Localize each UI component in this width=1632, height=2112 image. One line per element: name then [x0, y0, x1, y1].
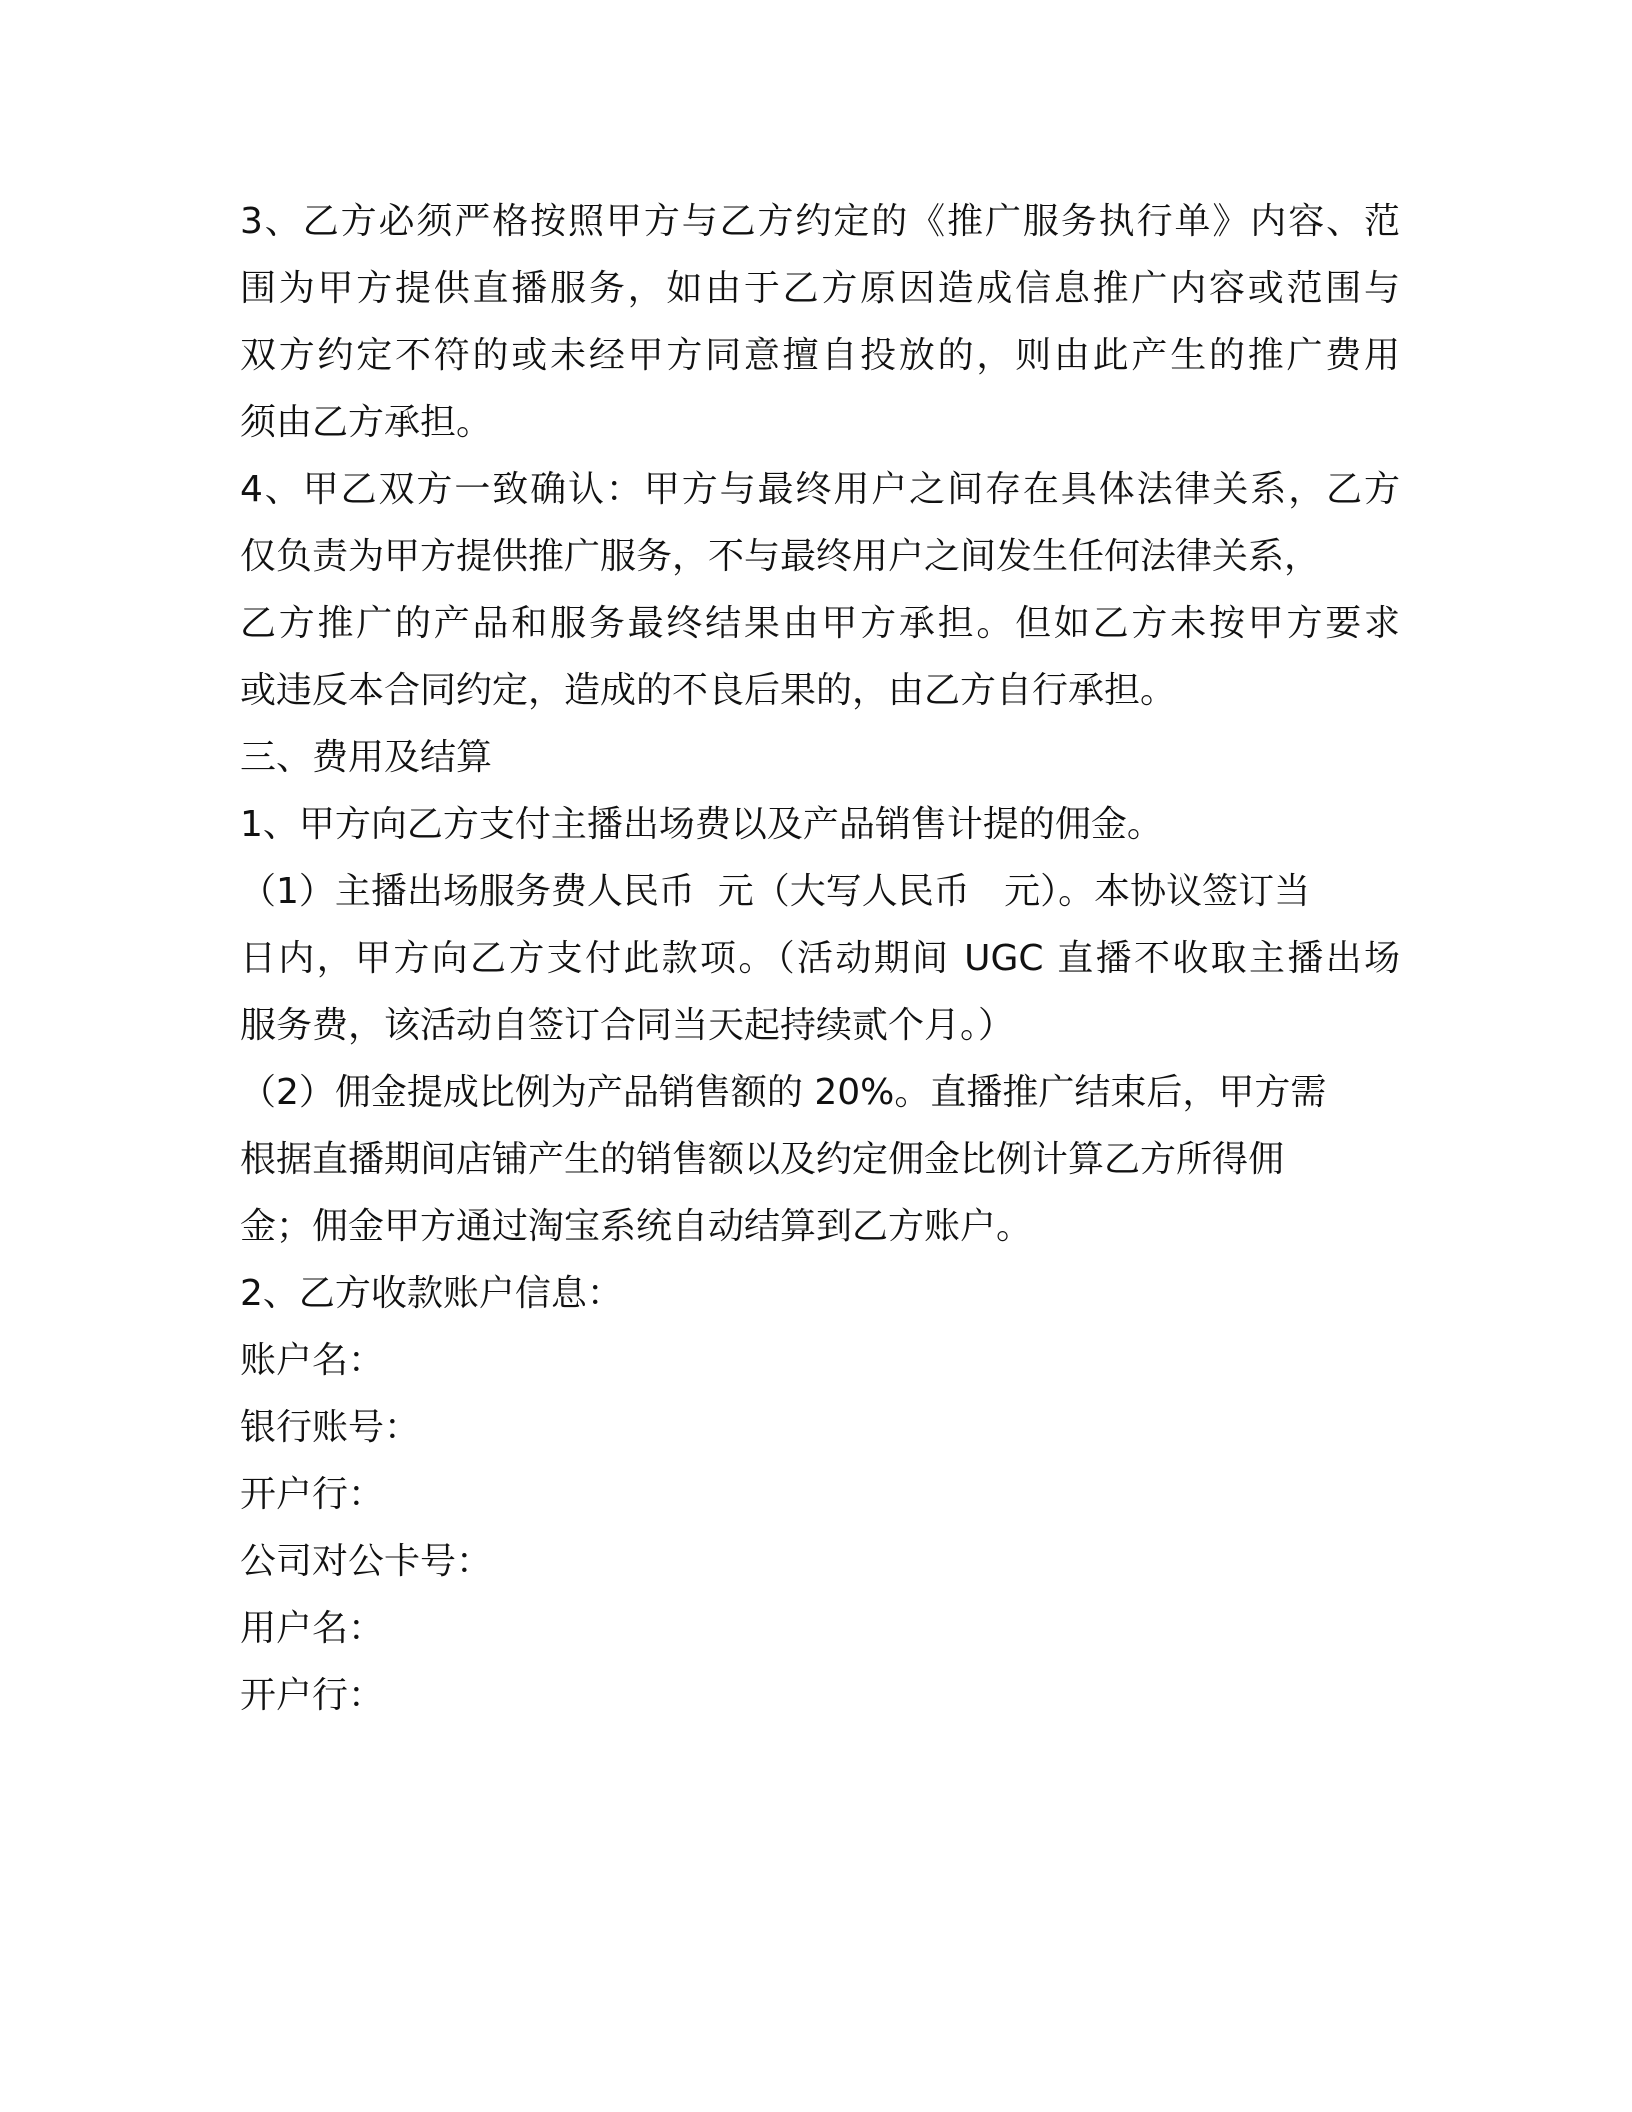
paragraph-line: 1、甲方向乙方支付主播出场费以及产品销售计提的佣金。: [240, 804, 1163, 845]
corporate-card-label: 公司对公卡号：: [240, 1541, 493, 1582]
bank-account-label: 银行账号：: [240, 1407, 421, 1448]
document-body: [240, 188, 1400, 1729]
paragraph-line: （2）佣金提成比例为产品销售额的 20%。直播推广结束后，甲方需: [240, 1072, 1327, 1113]
paragraph-line: 围为甲方提供直播服务，如由于乙方原因造成信息推广内容或范围与: [240, 268, 1400, 309]
paragraph-line: 服务费，该活动自签订合同当天起持续贰个月。）: [240, 1005, 1015, 1046]
paragraph-line: 日内，甲方向乙方支付此款项。（活动期间 UGC 直播不收取主播出场: [240, 938, 1400, 979]
paragraph-line: 须由乙方承担。: [240, 402, 493, 443]
paragraph-line: 乙方推广的产品和服务最终结果由甲方承担。但如乙方未按甲方要求: [240, 603, 1400, 644]
opening-bank-label: 开户行：: [240, 1474, 385, 1515]
paragraph-line: 3、乙方必须严格按照甲方与乙方约定的《推广服务执行单》内容、范: [240, 201, 1400, 242]
paragraph-line: （1）主播出场服务费人民币 元（大写人民币 元）。本协议签订当: [240, 871, 1311, 912]
paragraph-line: 2、乙方收款账户信息：: [240, 1273, 623, 1314]
paragraph-line: 金；佣金甲方通过淘宝系统自动结算到乙方账户。: [240, 1206, 1033, 1247]
username-label: 用户名：: [240, 1608, 385, 1649]
paragraph-line: 4、甲乙双方一致确认：甲方与最终用户之间存在具体法律关系，乙方: [240, 469, 1400, 510]
paragraph-line: 根据直播期间店铺产生的销售额以及约定佣金比例计算乙方所得佣: [240, 1139, 1285, 1180]
account-name-label: 账户名：: [240, 1340, 385, 1381]
paragraph-line: 双方约定不符的或未经甲方同意擅自投放的，则由此产生的推广费用: [240, 335, 1400, 376]
paragraph-line: 或违反本合同约定，造成的不良后果的，由乙方自行承担。: [240, 670, 1177, 711]
paragraph-line: 仅负责为甲方提供推广服务，不与最终用户之间发生任何法律关系，: [240, 536, 1321, 577]
section-heading: 三、费用及结算: [240, 737, 493, 778]
opening-bank-label: 开户行：: [240, 1675, 385, 1716]
